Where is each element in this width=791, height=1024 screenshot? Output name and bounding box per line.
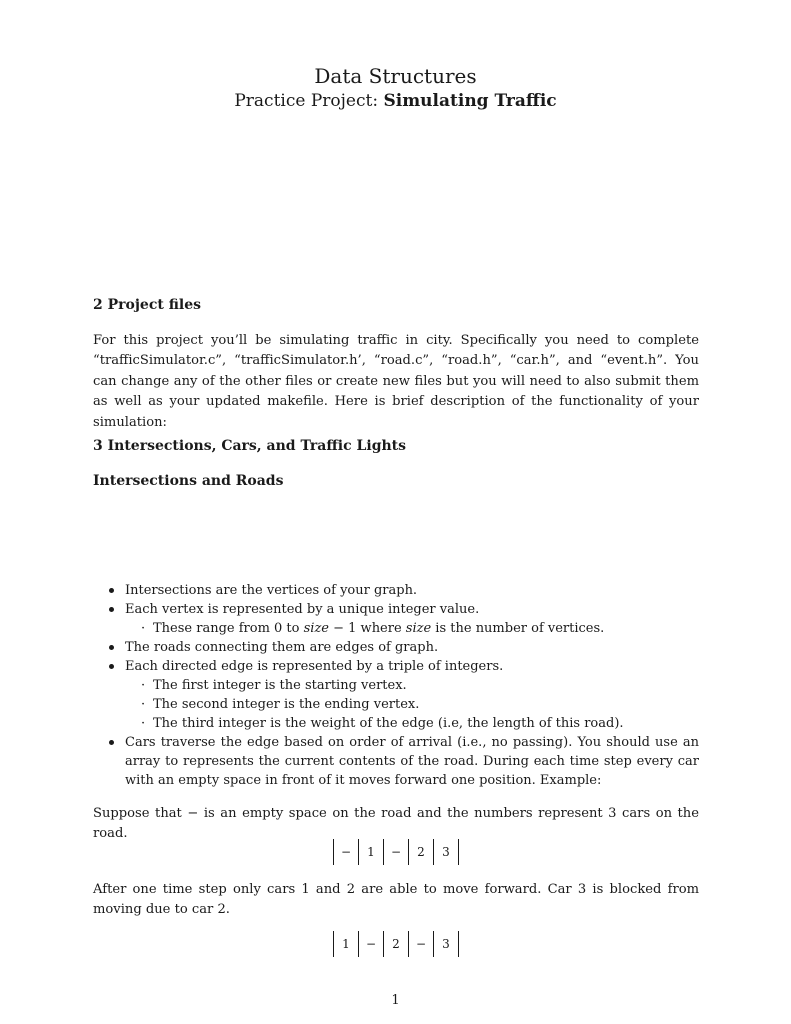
road-cell: − xyxy=(384,839,409,865)
road-cell: 3 xyxy=(434,839,459,865)
after-paragraph: After one time step only cars 1 and 2 are able to move forward. Car 3 is blocked from moving due to car 2. xyxy=(93,882,699,918)
list-item: Each directed edge is represented by a triple of integers. xyxy=(93,657,699,676)
road-cell: 2 xyxy=(409,839,434,865)
road-cell: − xyxy=(409,931,434,957)
list-item: Cars traverse the edge based on order of arrival (i.e., no passing). You should use an array to represents the current contents of the road. During each time step every car with an empty space in front of it moves forward one position. Example: xyxy=(93,733,699,790)
road-cell: − xyxy=(334,839,359,865)
page-number: 1 xyxy=(391,993,400,1008)
course-title: Data Structures xyxy=(314,64,477,88)
section-3-heading: 3 Intersections, Cars, and Traffic Lights xyxy=(93,438,407,454)
sub-list-item: · The first integer is the starting vertex. xyxy=(141,678,407,693)
section-3-subheading: Intersections and Roads xyxy=(93,473,284,489)
road-cell: 1 xyxy=(359,839,384,865)
road-cell: − xyxy=(359,931,384,957)
bullet-dot-icon xyxy=(109,664,114,669)
road-after-diagram xyxy=(333,931,459,957)
section-2-paragraph: For this project you’ll be simulating traffic in city. Specifically you need to complete “trafficSimulator.c”, “trafficSimulator.h’, “road.c”, “road.h”, “car.h”, and “event.h”. You can change any of the other files or create new files but you will need to also submit them as well as your updated makefile. Here is brief description of the functionality of your simulation: xyxy=(93,333,699,430)
project-title xyxy=(0,91,791,111)
project-name: Simulating Traffic xyxy=(383,91,557,111)
road-cell: 2 xyxy=(384,931,409,957)
list-item: The roads connecting them are edges of graph. xyxy=(93,638,699,657)
sub-list-item: · These range from 0 to size − 1 where size is the number of vertices. xyxy=(141,621,605,636)
suppose-paragraph: Suppose that − is an empty space on the road and the numbers represent 3 cars on the road. xyxy=(93,806,699,842)
bullet-dot-icon xyxy=(109,740,114,745)
bullet-dot-icon xyxy=(109,645,114,650)
sub-list-item: · The third integer is the weight of the edge (i.e, the length of this road). xyxy=(141,716,624,731)
sub-list-item: · The second integer is the ending vertex. xyxy=(141,697,420,712)
bullet-dot-icon xyxy=(109,607,114,612)
section-2-heading: 2 Project files xyxy=(93,297,201,313)
list-item: Each vertex is represented by a unique integer value. xyxy=(93,600,699,619)
bullet-list xyxy=(93,581,699,790)
list-item: Intersections are the vertices of your graph. xyxy=(93,581,699,600)
road-cell: 1 xyxy=(334,931,359,957)
road-before-diagram xyxy=(333,839,459,865)
bullet-dot-icon xyxy=(109,588,114,593)
project-prefix: Practice Project: xyxy=(234,91,379,111)
road-cell: 3 xyxy=(434,931,459,957)
